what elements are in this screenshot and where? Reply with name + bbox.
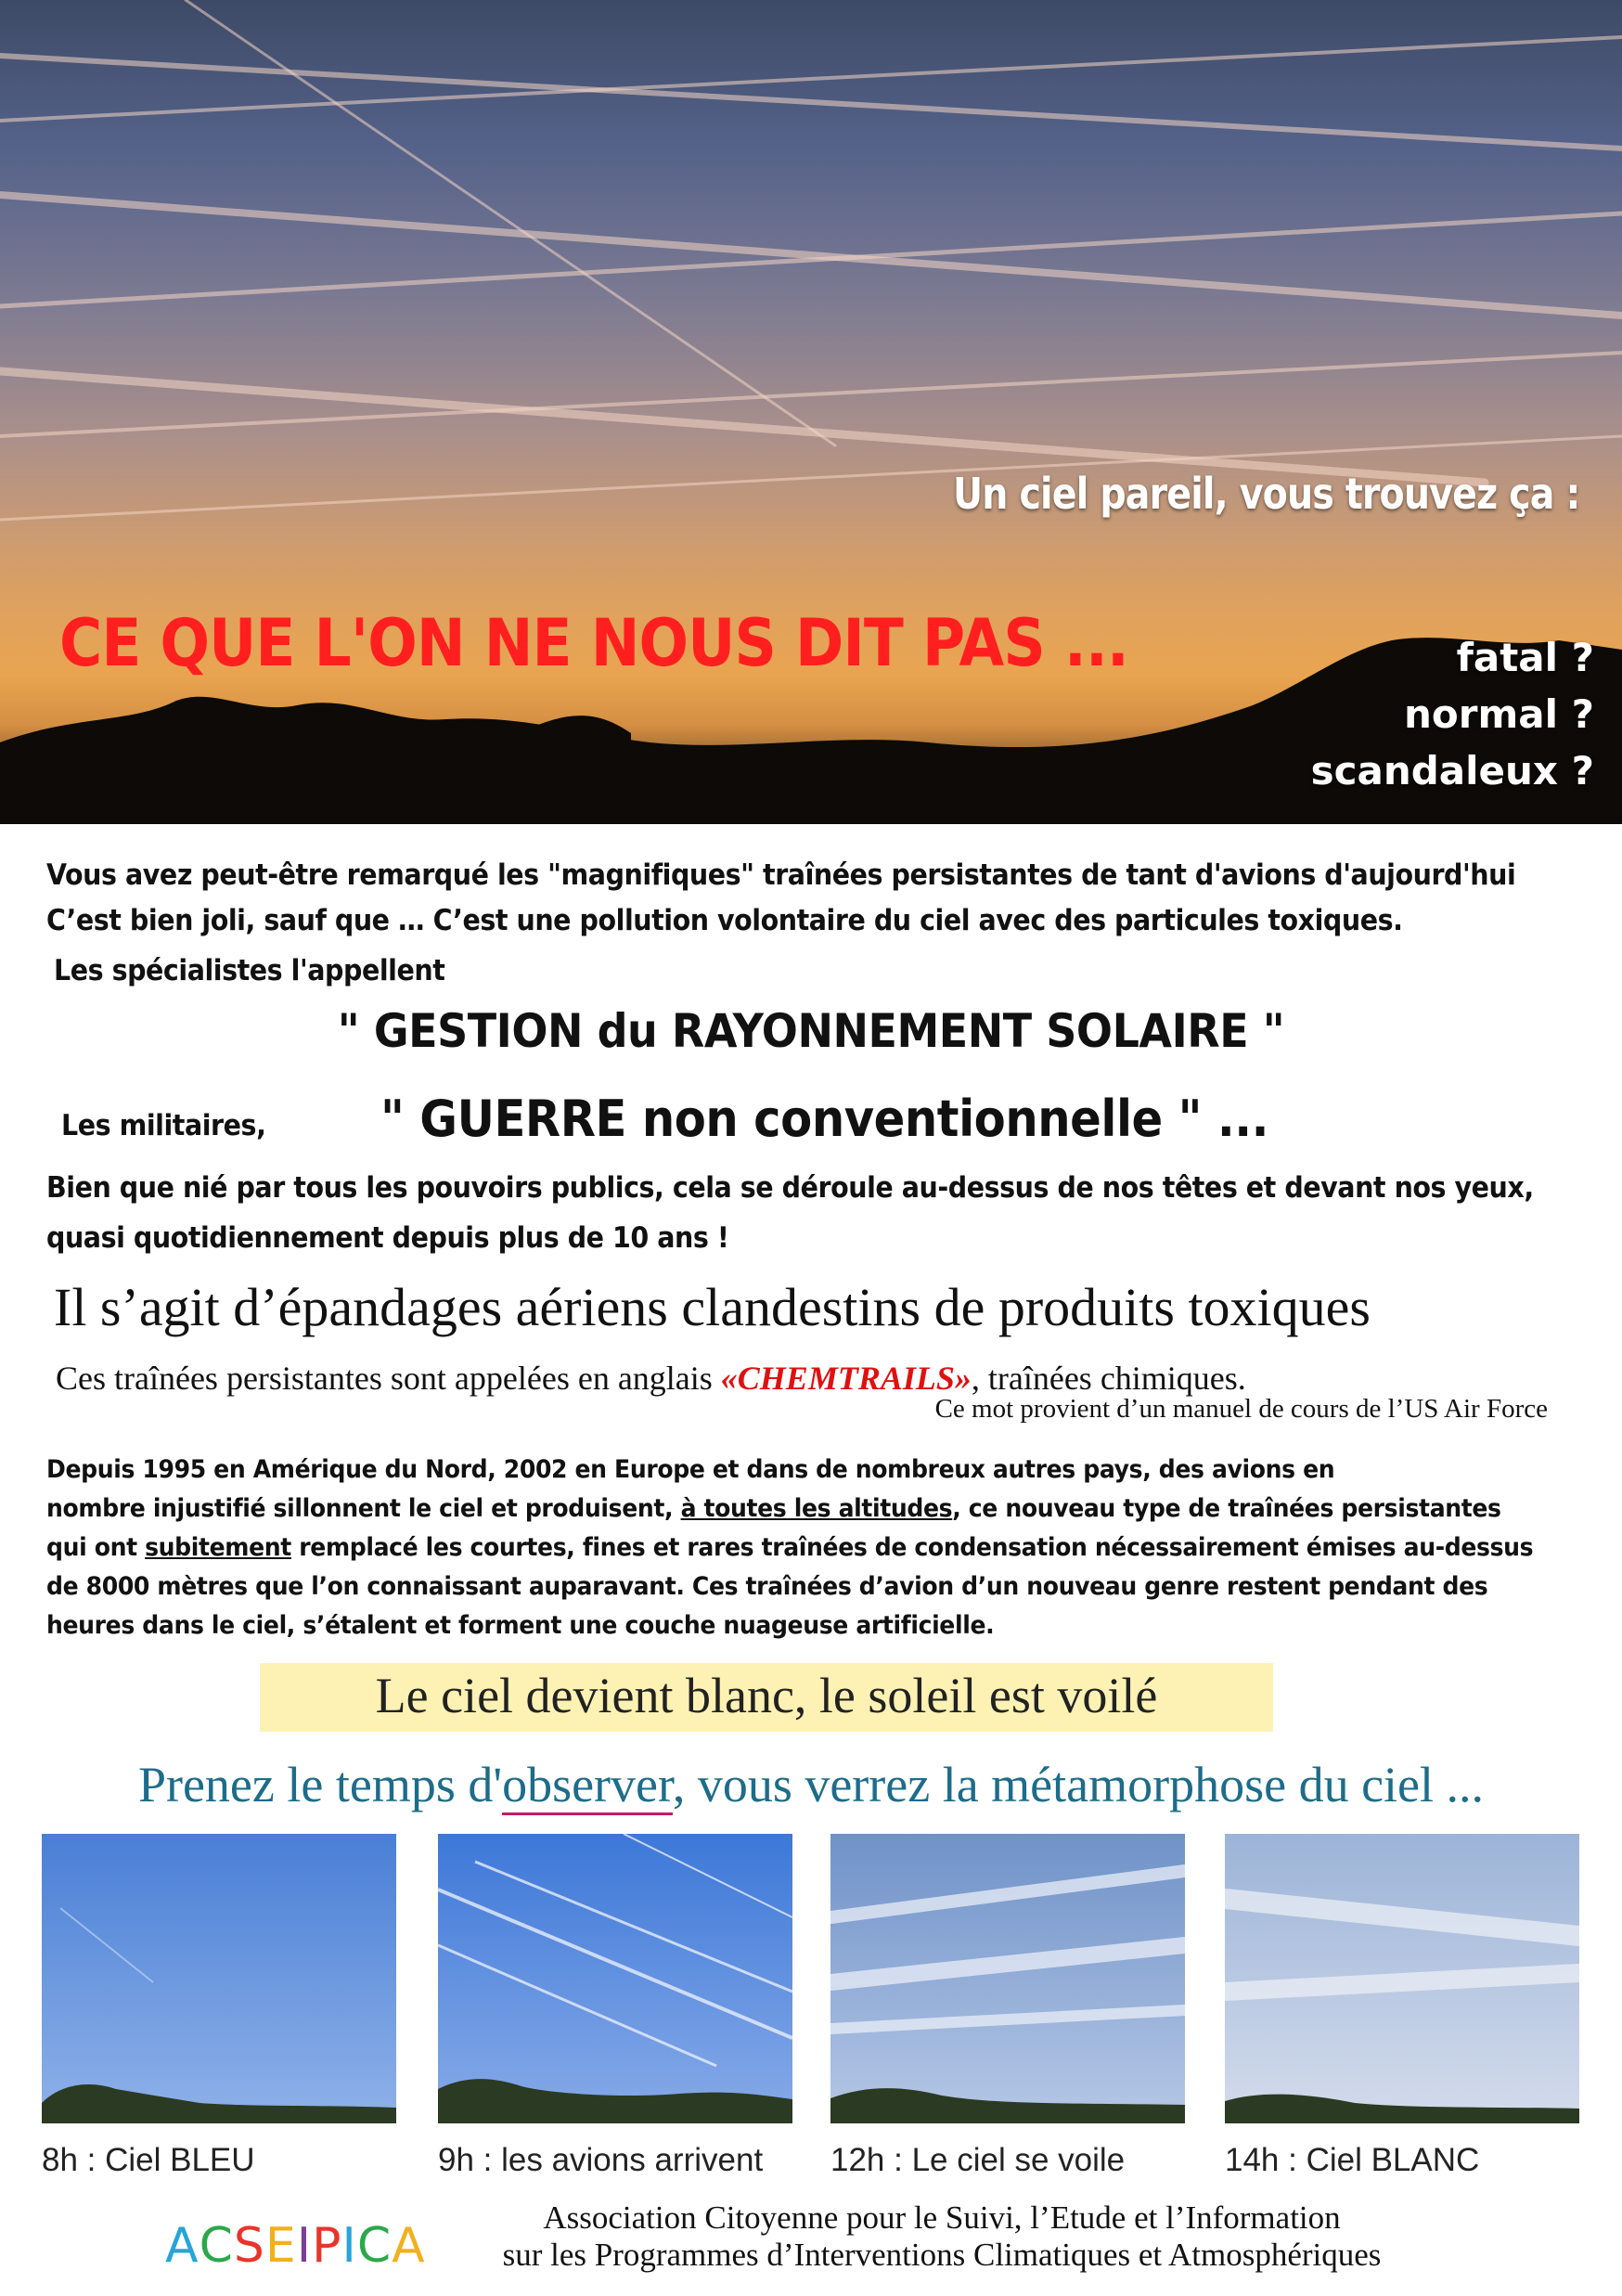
option-fatal: fatal ? xyxy=(1456,635,1594,680)
caption-14h: 14h : Ciel BLANC xyxy=(1225,2142,1480,2178)
hero-question: Un ciel pareil, vous trouvez ça : xyxy=(952,469,1579,519)
photo-8h xyxy=(42,1834,396,2123)
logo-letter: C xyxy=(199,2218,234,2274)
logo-letter: A xyxy=(165,2218,200,2274)
chemtrails-word: «CHEMTRAILS» xyxy=(720,1360,972,1397)
logo-letter: A xyxy=(392,2218,426,2274)
guerre-heading: " GUERRE non conventionnelle " ... xyxy=(380,1090,1269,1148)
serif-headline: Il s’agit d’épandages aériens clandestins de produits toxiques xyxy=(54,1277,1371,1337)
militaires-label: Les militaires, xyxy=(61,1109,266,1142)
paragraph-line-4: de 8000 mètres que l’on connaissant auparavant. Ces traînées d’avion d’un nouveau genre restent pendant des xyxy=(46,1572,1488,1601)
hero-options xyxy=(1311,629,1594,799)
hero-sky-photo xyxy=(0,0,1622,824)
observe-pre: Prenez le temps d' xyxy=(137,1757,503,1812)
intro-line-4: Bien que nié par tous les pouvoirs publics, cela se déroule au-dessus de nos têtes et devant nos yeux, xyxy=(46,1171,1534,1205)
logo-letter: I xyxy=(296,2218,313,2274)
photo-9h xyxy=(438,1834,792,2123)
highlight-text: Le ciel devient blanc, le soleil est voilé xyxy=(375,1668,1158,1723)
paragraph-line-2-pre: nombre injustifié sillonnent le ciel et produisent, xyxy=(46,1494,681,1523)
caption-12h: 12h : Le ciel se voile xyxy=(830,2142,1126,2178)
paragraph-line-3 xyxy=(46,1529,1534,1567)
association-line-1: Association Citoyenne pour le Suivi, l’Etude et l’Information xyxy=(543,2199,1341,2236)
option-normal: normal ? xyxy=(1404,691,1594,737)
subitement-underline: subitement xyxy=(145,1533,291,1562)
logo-letter: S xyxy=(233,2218,265,2274)
paragraph-line-5: heures dans le ciel, s’étalent et forment une couche nuageuse artificielle. xyxy=(46,1611,995,1640)
observe-underlined: observer xyxy=(502,1757,673,1815)
option-scandaleux: scandaleux ? xyxy=(1310,748,1594,793)
gestion-heading: " GESTION du RAYONNEMENT SOLAIRE " xyxy=(337,1004,1285,1058)
logo-letter: P xyxy=(312,2218,342,2274)
caption-8h: 8h : Ciel BLEU xyxy=(42,2142,255,2178)
paragraph-line-3-post: remplacé les courtes, fines et rares traînées de condensation nécessairement émises au-dessus xyxy=(290,1533,1534,1562)
paragraph-line-2 xyxy=(46,1490,1501,1529)
logo-letter: E xyxy=(264,2218,297,2274)
source-note: Ce mot provient d’un manuel de cours de l’US Air Force xyxy=(934,1394,1548,1424)
acseipica-logo xyxy=(165,2218,426,2274)
logo-letter: C xyxy=(356,2218,393,2274)
photo-14h xyxy=(1225,1834,1579,2123)
altitudes-underline: à toutes les altitudes xyxy=(680,1494,953,1523)
intro-line-1: Vous avez peut-être remarqué les "magnifiques" traînées persistantes de tant d'avions d'aujourd'hui xyxy=(46,858,1516,892)
caption-9h: 9h : les avions arrivent xyxy=(438,2142,764,2178)
association-name xyxy=(408,2199,1475,2274)
chemtrails-line xyxy=(56,1359,1246,1398)
intro-line-2: C’est bien joli, sauf que … C’est une pollution volontaire du ciel avec des particules toxiques. xyxy=(46,904,1403,937)
paragraph-line-3-pre: qui ont xyxy=(46,1533,146,1562)
highlight-box xyxy=(260,1663,1273,1732)
association-line-2: sur les Programmes d’Interventions Climatiques et Atmosphériques xyxy=(502,2237,1382,2273)
paragraph-line-1: Depuis 1995 en Amérique du Nord, 2002 en Europe et dans de nombreux autres pays, des avions en xyxy=(46,1455,1335,1484)
history-paragraph xyxy=(46,1451,1587,1645)
observe-heading xyxy=(0,1756,1622,1813)
chemtrails-line-pre: Ces traînées persistantes sont appelées en anglais xyxy=(56,1360,721,1397)
logo-letter: I xyxy=(341,2218,357,2274)
intro-line-5: quasi quotidiennement depuis plus de 10 ans ! xyxy=(46,1221,729,1255)
photo-12h xyxy=(830,1834,1185,2123)
intro-line-3: Les spécialistes l'appellent xyxy=(54,954,445,987)
hero-title: CE QUE L'ON NE NOUS DIT PAS ... xyxy=(59,605,1128,681)
observe-post: , vous verrez la métamorphose du ciel ... xyxy=(672,1757,1485,1812)
chemtrails-line-post: , traînées chimiques. xyxy=(971,1360,1246,1397)
paragraph-line-2-post: , ce nouveau type de traînées persistantes xyxy=(952,1494,1501,1523)
